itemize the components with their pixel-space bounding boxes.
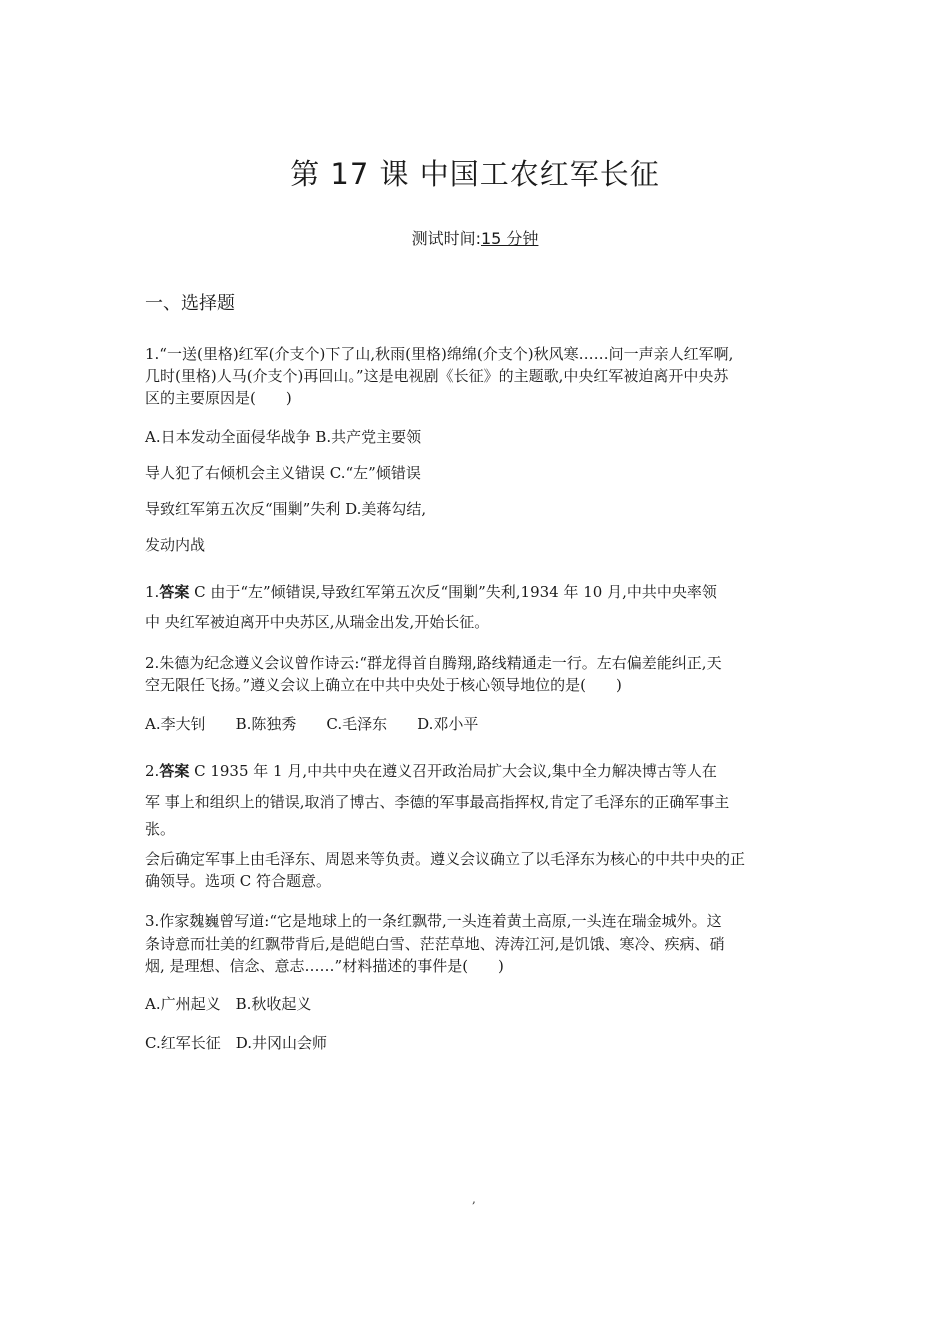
q1-option-line-1: A.日本发动全面侵华战争 B.共产党主要领	[145, 428, 422, 446]
a1-num: 1.	[145, 583, 160, 601]
section-heading: 一、选择题	[145, 293, 235, 314]
q3-line-3: 烟, 是理想、信念、意志……”材料描述的事件是( )	[145, 957, 504, 975]
q1-line-1: 1.“一送(里格)红军(介支个)下了山,秋雨(里格)绵绵(介支个)秋风寒……问一声亲人红军啊,	[145, 345, 734, 363]
a2-text: C 1935 年 1 月,中共中央在遵义召开政治局扩大会议,集中全力解决博古等人在	[189, 762, 717, 780]
a2-line-1	[145, 760, 825, 782]
q1-line-2: 几时(里格)人马(介支个)再回山。”这是电视剧《长征》的主题歌,中央红军被迫离开中央苏	[145, 367, 729, 385]
a2-num: 2.	[145, 762, 160, 780]
q1-option-line-4: 发动内战	[145, 536, 206, 554]
a1-line-2: 中 央红军被迫离开中央苏区,从瑞金出发,开始长征。	[145, 613, 490, 631]
page-footer-mark: ,	[472, 1192, 476, 1206]
a1-line-1	[145, 581, 825, 603]
a2-label: 答案	[159, 762, 190, 780]
q1-line-3: 区的主要原因是( )	[145, 389, 292, 407]
q3-line-2: 条诗意而壮美的红飘带背后,是皑皑白雪、茫茫草地、涛涛江河,是饥饿、寒冷、疾病、硝	[145, 935, 725, 953]
q3-option-line-1: A.广州起义 B.秋收起义	[145, 995, 312, 1013]
q1-option-line-3: 导致红军第五次反“围剿”失利 D.美蒋勾结,	[145, 500, 427, 518]
test-time	[0, 226, 950, 249]
q1-option-line-2: 导人犯了右倾机会主义错误 C.“左”倾错误	[145, 464, 421, 482]
a2-line-3: 张。	[145, 820, 176, 838]
q2-line-1: 2.朱德为纪念遵义会议曾作诗云:“群龙得首自腾翔,路线精通走一行。左右偏差能纠正,天	[145, 654, 722, 672]
test-time-value: 15 分钟	[480, 229, 539, 248]
a1-label: 答案	[159, 583, 190, 601]
a2-line-5: 确领导。选项 C 符合题意。	[145, 872, 332, 890]
page-title: 第 17 课 中国工农红军长征	[290, 157, 660, 191]
q3-line-1: 3.作家魏巍曾写道:“它是地球上的一条红飘带,一头连着黄土高原,一头连在瑞金城外。这	[145, 912, 722, 930]
q2-line-2: 空无限任飞扬。”遵义会议上确立在中共中央处于核心领导地位的是( )	[145, 676, 622, 694]
test-time-label: 测试时间:	[411, 229, 481, 248]
a1-text: C 由于“左”倾错误,导致红军第五次反“围剿”失利,1934 年 10 月,中共中央率领	[189, 583, 717, 601]
q2-options: A.李大钊 B.陈独秀 C.毛泽东 D.邓小平	[145, 715, 479, 733]
q3-option-line-2: C.红军长征 D.井冈山会师	[145, 1034, 327, 1052]
a2-line-2: 军 事上和组织上的错误,取消了博古、李德的军事最高指挥权,肯定了毛泽东的正确军事主	[145, 793, 730, 811]
a2-line-4: 会后确定军事上由毛泽东、周恩来等负责。遵义会议确立了以毛泽东为核心的中共中央的正	[145, 850, 746, 868]
